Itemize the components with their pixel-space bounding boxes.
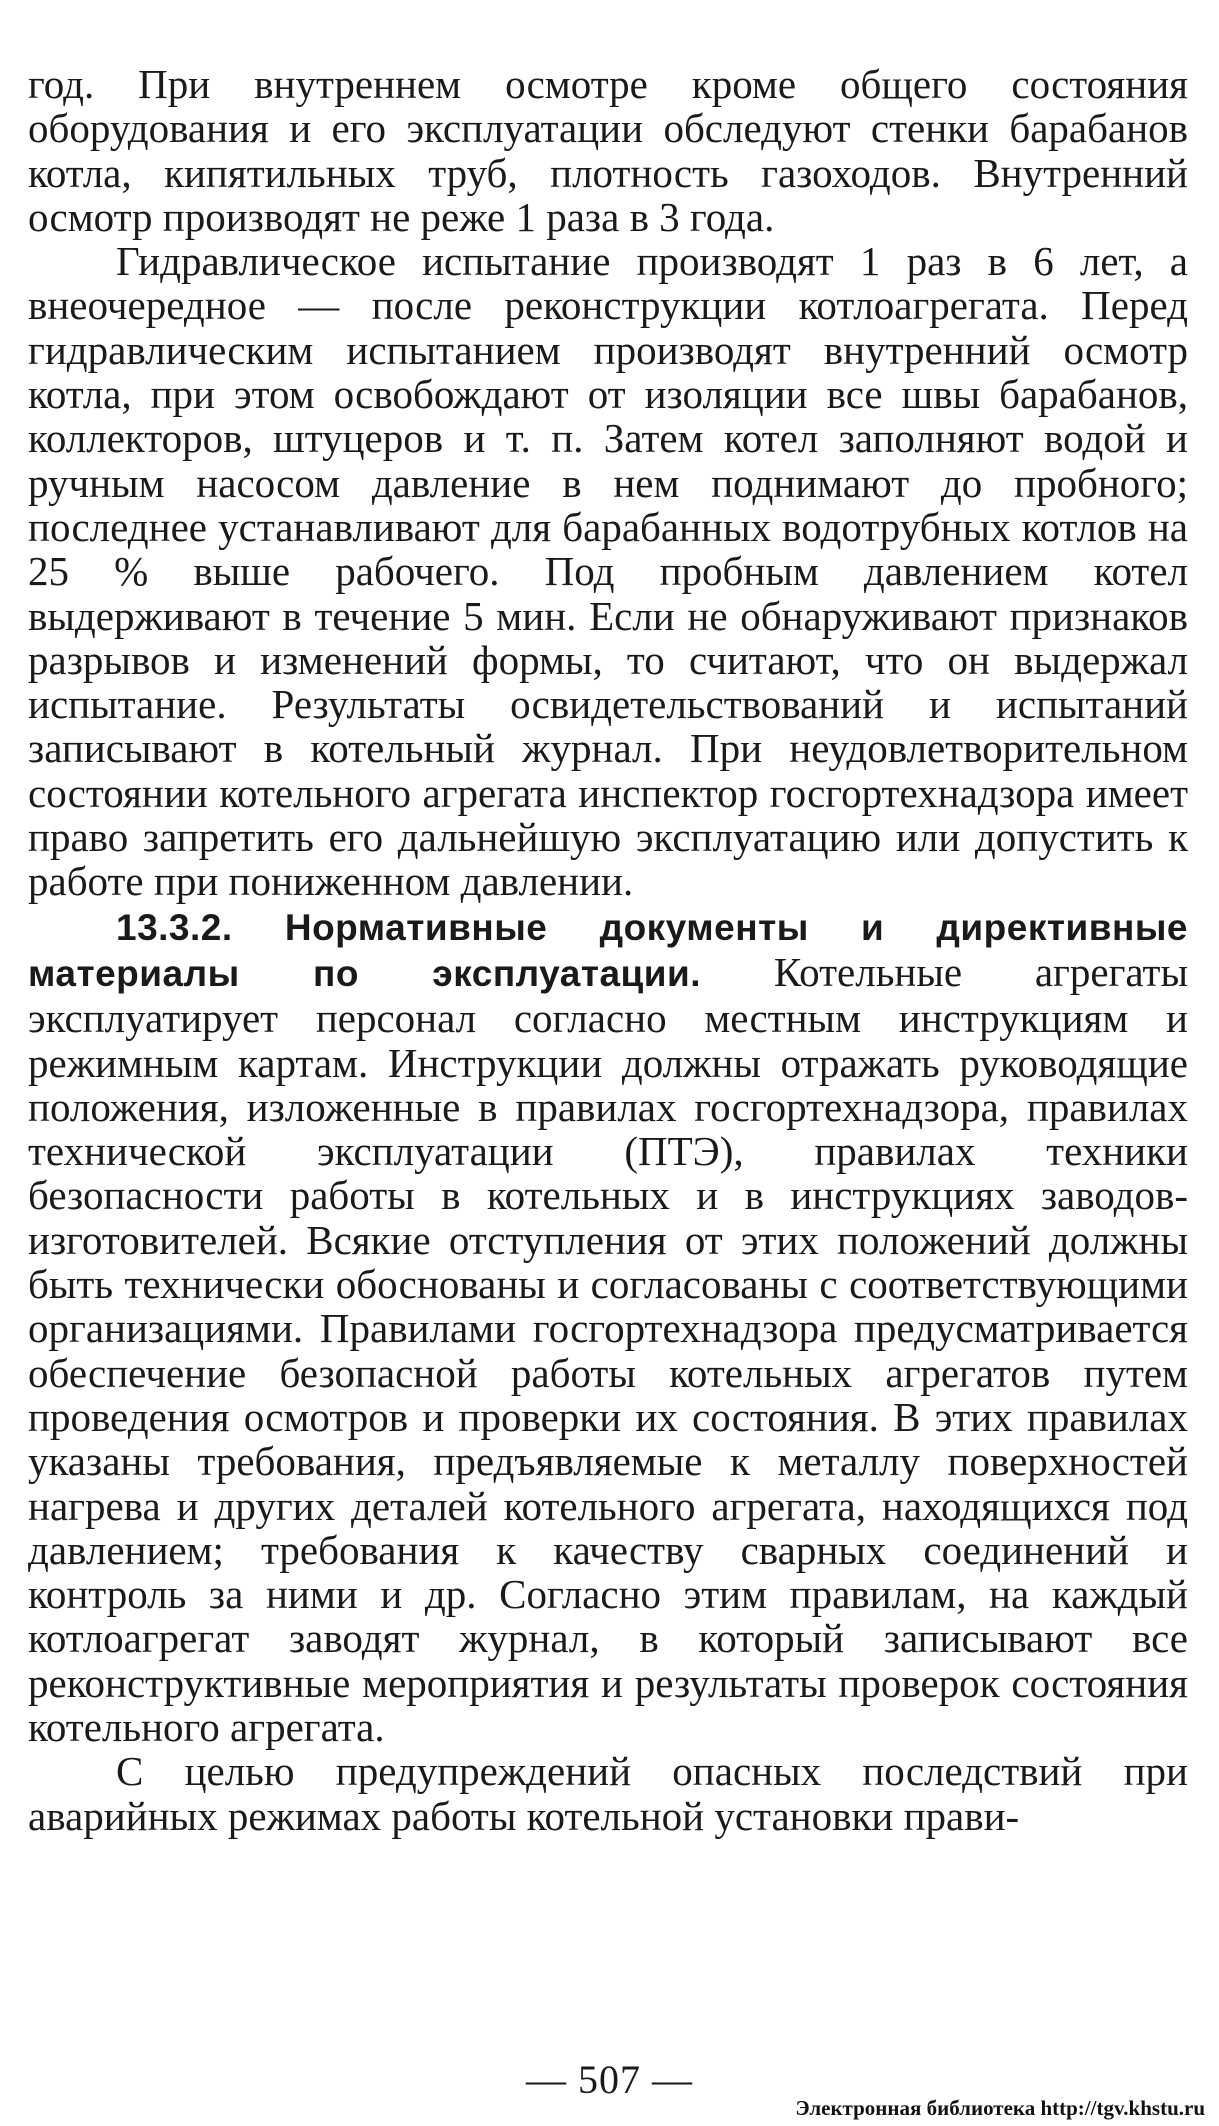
paragraph-emergency-modes: С целью предупреждений опасных последствий при аварийных режимах работы котельной установки прави- [28, 1748, 1188, 1839]
paragraph-normative-body: Котельные агрегаты эксплуатирует персонал согласно местным инструкциям и режимным картам. Инструкции должны отражать руководящие положения, изложенные в правилах госгортехнадзора, правилах технической эксплуатации (ПТЭ), правилах техники безопасности работы в котельных и в инструкциях заводов-изготовителей. Всякие отступления от этих положений должны быть технически обоснованы и согласованы с соответствующими организациями. Правилами госгортехнадзора предусматривается обеспечение безопасной работы котельных агрегатов путем проведения осмотров и проверки их состояния. В этих правилах указаны требования, предъявляемые к металлу поверхностей нагрева и других деталей котельного агрегата, находящихся под давлением; требования к качеству сварных соединений и контроль за ними и др. Согласно этим правилам, на каждый котлоагрегат заводят журнал, в который записывают все реконструктивные мероприятия и результаты проверок состояния котельного агрегата. [28, 948, 1188, 1750]
page-body [28, 62, 1188, 1838]
paragraph-inspection-continued: год. При внутреннем осмотре кроме общего состояния оборудования и его эксплуатации обследуют стенки барабанов котла, кипятильных труб, плотность газоходов. Внутренний осмотр производят не реже 1 раза в 3 года. [28, 61, 1188, 240]
section-heading-13-3-2: 13.3.2. Нормативные документы и директивные материалы по эксплуатации. [28, 906, 1188, 994]
paragraph-normative-documents [28, 904, 1188, 1750]
page-number: — 507 — [526, 2057, 693, 2102]
paragraph-hydraulic-test: Гидравлическое испытание производят 1 раз в 6 лет, а внеочередное — после реконструкции котлоагрегата. Перед гидравлическим испытанием производят внутренний осмотр котла, при этом освобождают от изоляции все швы барабанов, коллекторов, штуцеров и т. п. Затем котел заполняют водой и ручным насосом давление в нем поднимают до пробного; последнее устанавливают для барабанных водотрубных котлов на 25 % выше рабочего. Под пробным давлением котел выдерживают в течение 5 мин. Если не обнаруживают признаков разрывов и изменений формы, то считают, что он выдержал испытание. Результаты освидетельствований и испытаний записывают в котельный журнал. При неудовлетворительном состоянии котельного агрегата инспектор госгортехнадзора имеет право запретить его дальнейшую эксплуатацию или допустить к работе при пониженном давлении. [28, 238, 1188, 905]
library-watermark: Электронная библиотека http://tgv.khstu.ru [795, 2096, 1205, 2120]
